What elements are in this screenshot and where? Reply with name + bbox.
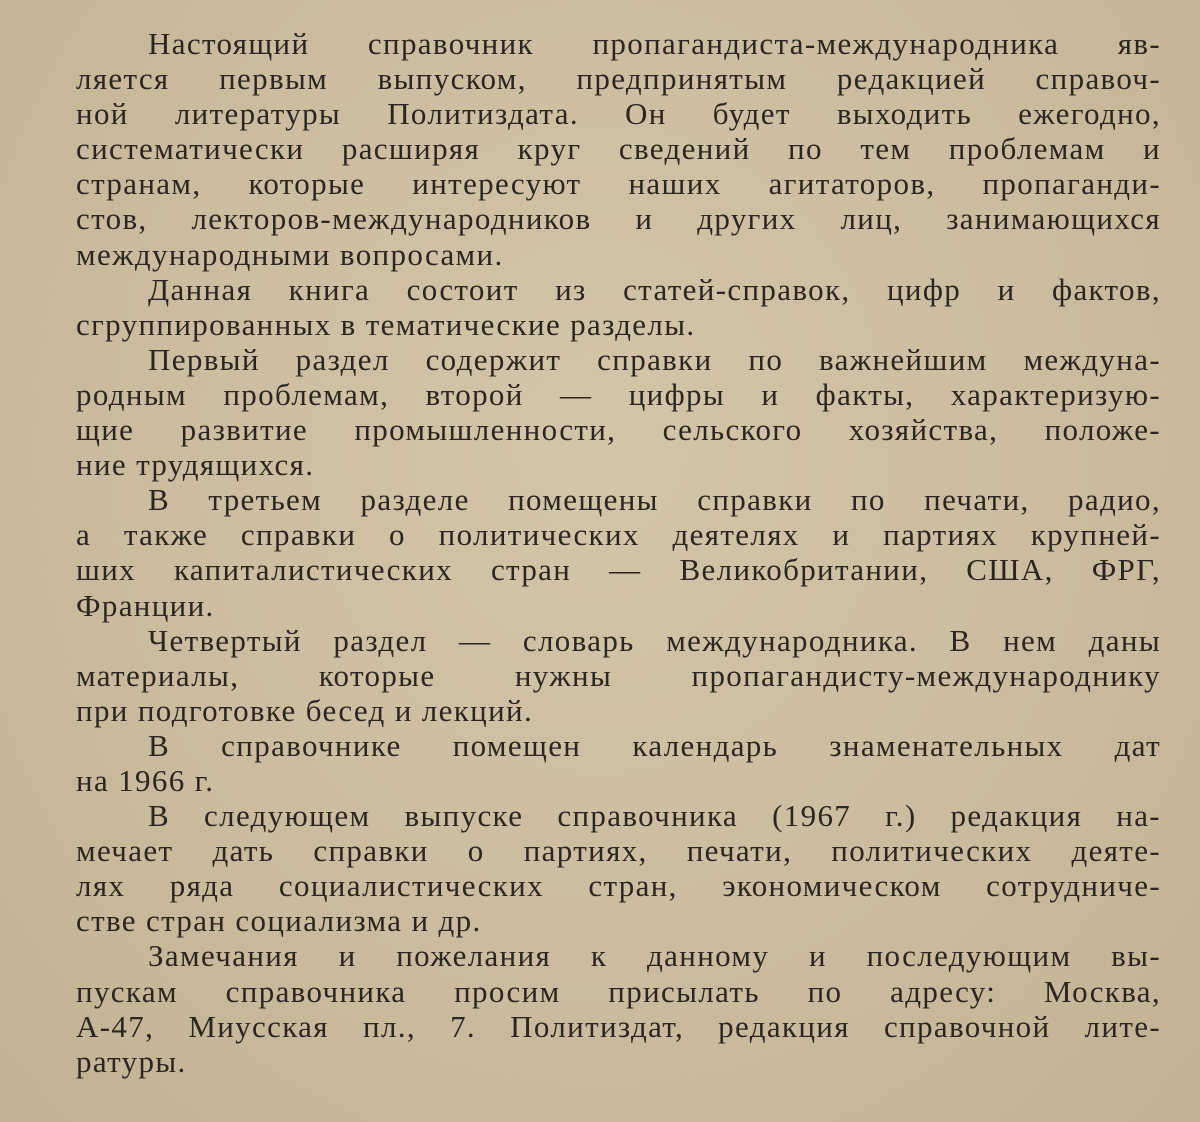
text-line: ние трудящихся. xyxy=(76,447,315,483)
text-line: странам, которые интересуют наших агитаторов, пропаганди- xyxy=(76,166,1161,202)
text-line: международными вопросами. xyxy=(76,236,504,272)
text-line: родным проблемам, второй — цифры и факты, характеризую- xyxy=(76,376,1161,412)
paragraph xyxy=(76,482,1161,622)
text-line: Настоящий справочник пропагандиста-международника яв- xyxy=(148,26,1161,61)
paragraph xyxy=(76,26,1161,272)
paragraph xyxy=(76,798,1161,938)
text-line: систематически расширяя круг сведений по тем проблемам и xyxy=(76,131,1161,167)
text-line: Данная книга состоит из статей-справок, цифр и фактов, xyxy=(148,271,1161,307)
text-line: ляется первым выпуском, предпринятым редакцией справоч- xyxy=(76,61,1161,97)
text-line: Замечания и пожелания к данному и последующим вы- xyxy=(148,938,1161,974)
paragraph xyxy=(76,728,1161,798)
paragraph xyxy=(76,623,1161,728)
text-line: стве стран социализма и др. xyxy=(76,903,482,939)
text-line: В третьем разделе помещены справки по печати, радио, xyxy=(148,482,1161,518)
text-line: мечает дать справки о партиях, печати, политических деяте- xyxy=(76,833,1161,869)
paragraph xyxy=(76,342,1161,482)
paragraph xyxy=(76,938,1161,1078)
text-line: щие развитие промышленности, сельского хозяйства, положе- xyxy=(76,412,1161,448)
text-line: Первый раздел содержит справки по важнейшим междуна- xyxy=(148,341,1161,377)
text-line: пускам справочника просим присылать по адресу: Москва, xyxy=(76,973,1161,1009)
text-line: ших капиталистических стран — Великобритании, США, ФРГ, xyxy=(76,552,1161,588)
text-line: при подготовке бесед и лекций. xyxy=(76,692,534,728)
text-line: стов, лекторов-международников и других лиц, занимающихся xyxy=(76,201,1161,237)
text-line: а также справки о политических деятелях и партиях крупней- xyxy=(76,517,1161,553)
text-line: Франции. xyxy=(76,587,215,623)
text-line: В справочнике помещен календарь знаменательных дат xyxy=(148,727,1161,763)
text-line: на 1966 г. xyxy=(76,762,215,798)
paragraph xyxy=(76,272,1161,342)
text-line: А-47, Миусская пл., 7. Политиздат, редакция справочной лите- xyxy=(76,1008,1161,1044)
text-line: лях ряда социалистических стран, экономическом сотрудниче- xyxy=(76,868,1161,904)
text-line: Четвертый раздел — словарь международника. В нем даны xyxy=(148,622,1161,658)
text-line: В следующем выпуске справочника (1967 г.) редакция на- xyxy=(148,798,1161,834)
page-text xyxy=(76,26,1161,1079)
text-line: ратуры. xyxy=(76,1043,187,1079)
text-line: ной литературы Политиздата. Он будет выходить ежегодно, xyxy=(76,96,1161,132)
text-line: материалы, которые нужны пропагандисту-международнику xyxy=(76,657,1161,693)
text-line: сгруппированных в тематические разделы. xyxy=(76,306,696,342)
